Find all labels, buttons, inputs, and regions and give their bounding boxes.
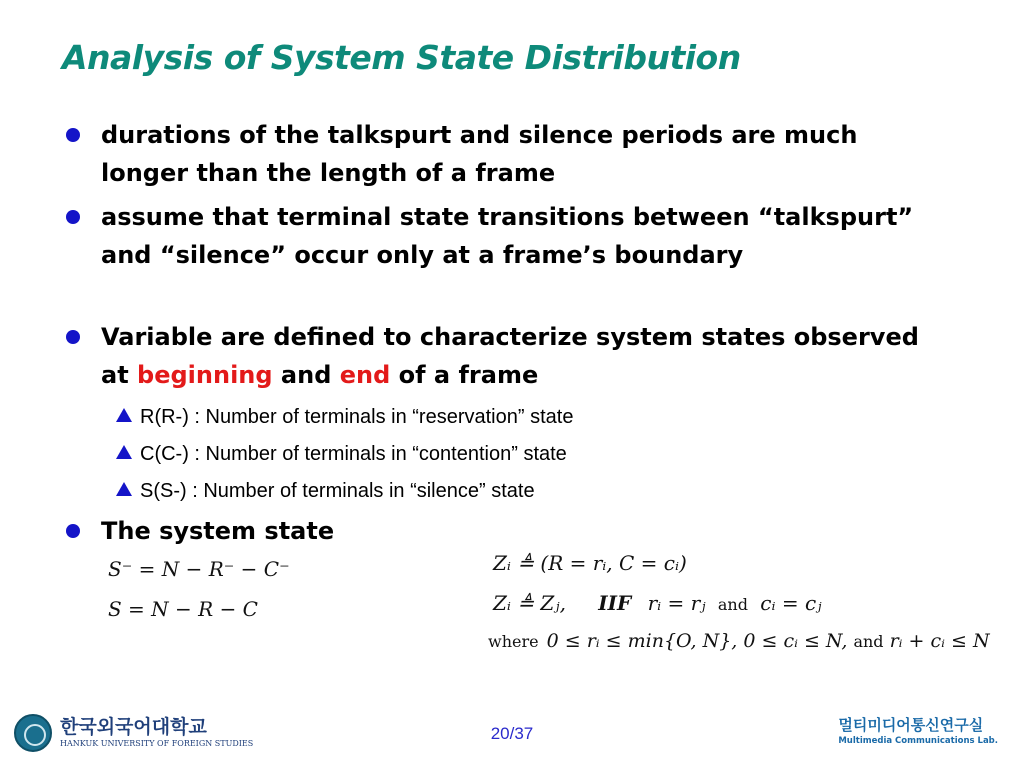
- sub-bullet-text: R(R-) : Number of terminals in “reservation” state: [140, 406, 574, 428]
- highlight-end: end: [339, 361, 391, 389]
- bullet-dot-icon: [66, 330, 80, 344]
- equation-s-minus: S⁻ = N − R⁻ − C⁻: [108, 557, 290, 581]
- equation-part: cᵢ = cⱼ: [760, 591, 822, 615]
- equation-z-equiv: [493, 591, 821, 615]
- equation-part: 0 ≤ rᵢ ≤ min{O, N}, 0 ≤ cᵢ ≤ N,: [546, 630, 848, 652]
- bullet-text: The system state: [101, 517, 335, 545]
- bullet-item: [64, 318, 944, 394]
- sub-bullet-item: [116, 404, 573, 430]
- bullet-text-part: and: [272, 361, 340, 389]
- bullet-text-part: Variable are defined to characterize system states observed at: [101, 323, 919, 389]
- equation-and: and: [717, 595, 748, 614]
- lab-name-en: Multimedia Communications Lab.: [838, 736, 998, 746]
- triangle-bullet-icon: [116, 482, 132, 496]
- equation-part: rᵢ = rⱼ: [647, 591, 706, 615]
- equation-where-word: where: [488, 632, 539, 651]
- bullet-text: [101, 318, 944, 394]
- bullet-dot-icon: [66, 128, 80, 142]
- lab-name-kr: 멀티미디어통신연구실: [838, 716, 984, 734]
- highlight-beginning: beginning: [137, 361, 273, 389]
- equation-z-def: Zᵢ ≜ (R = rᵢ, C = cᵢ): [493, 551, 687, 575]
- bullet-text: durations of the talkspurt and silence periods are much longer than the length of a frame: [101, 121, 858, 187]
- triangle-bullet-icon: [116, 445, 132, 459]
- equation-where: [488, 630, 990, 652]
- university-name-kr: 한국외국어대학교: [60, 716, 207, 738]
- bullet-text-part: of a frame: [390, 361, 539, 389]
- equation-iif: IIF: [598, 591, 632, 615]
- bullet-dot-icon: [66, 524, 80, 538]
- bullet-text: assume that terminal state transitions between “talkspurt” and “silence” occur only at a frame’s boundary: [101, 203, 914, 269]
- slide-title: Analysis of System State Distribution: [62, 38, 741, 77]
- bullet-dot-icon: [66, 210, 80, 224]
- bullet-item: [64, 512, 944, 550]
- sub-bullet-text: S(S-) : Number of terminals in “silence” state: [140, 480, 535, 502]
- lab-logo: [838, 718, 998, 746]
- equation-part: rᵢ + cᵢ ≤ N: [889, 630, 990, 652]
- bullet-item: [64, 116, 944, 192]
- page-number: 20/37: [490, 724, 534, 743]
- sub-bullet-text: C(C-) : Number of terminals in “contention” state: [140, 443, 567, 465]
- bullet-item: [64, 198, 944, 274]
- sub-bullet-item: [116, 478, 535, 504]
- university-name-en: HANKUK UNIVERSITY OF FOREIGN STUDIES: [60, 739, 254, 748]
- equation-part: Zᵢ ≜ Zⱼ,: [493, 591, 566, 615]
- equation-s: S = N − R − C: [108, 597, 258, 621]
- sub-bullet-item: [116, 441, 567, 467]
- triangle-bullet-icon: [116, 408, 132, 422]
- equation-and: and: [853, 632, 884, 651]
